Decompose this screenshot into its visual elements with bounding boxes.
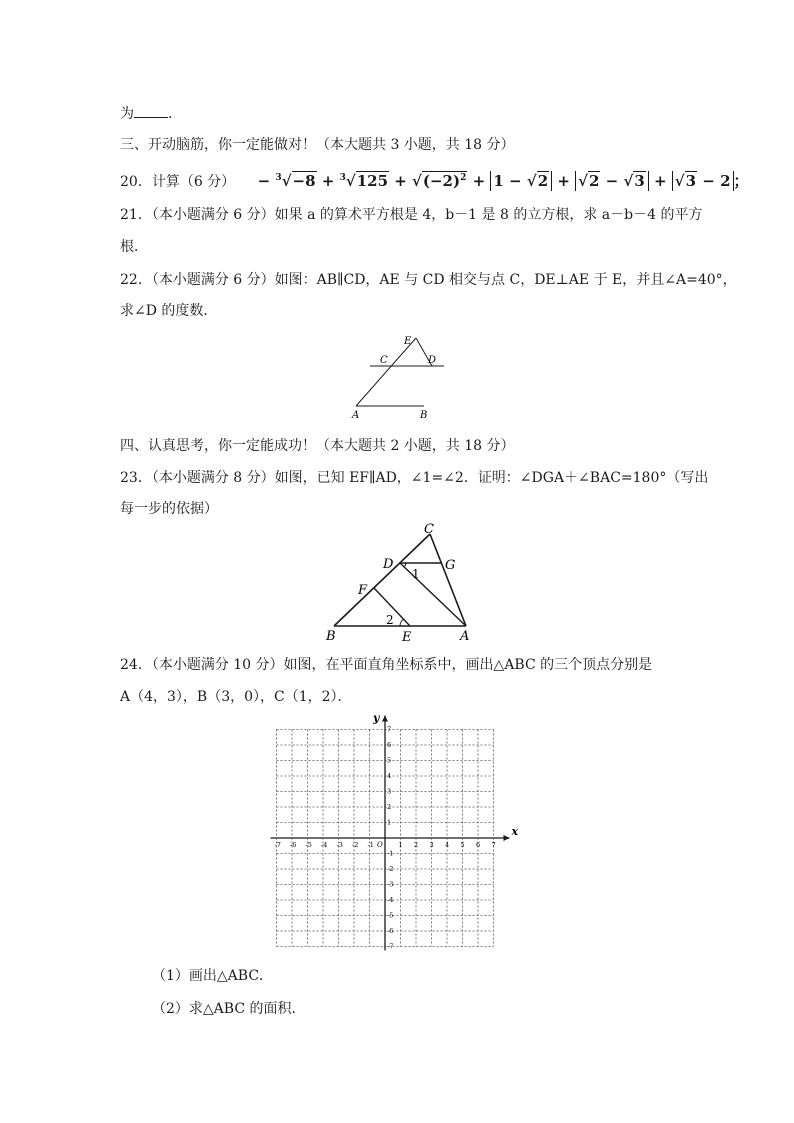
y-tick-label: -3 xyxy=(387,880,394,889)
x-tick-label: -2 xyxy=(352,841,359,849)
coordinate-grid xyxy=(270,705,520,955)
x-tick-label: 1 xyxy=(398,841,403,849)
y-tick-label: -6 xyxy=(387,927,394,935)
section-3-title: 三、开动脑筋，你一定能做对！（本大题共 3 小题，共 18 分） xyxy=(120,137,515,153)
question-23-line-1: 23．（本小题满分 8 分）如图，已知 EF∥AD，∠1=∠2．证明：∠DGA＋∠BAC=180°（写出 xyxy=(120,470,709,486)
question-22-line-2: 求∠D 的度数． xyxy=(120,303,218,319)
y-tick-label: 6 xyxy=(387,741,392,749)
label-e: E xyxy=(402,630,412,645)
label-d: D xyxy=(383,557,394,572)
question-24-sub-1: （1）画出△ABC． xyxy=(152,968,274,984)
origin-label: O xyxy=(377,841,383,849)
question-20 xyxy=(120,168,749,192)
y-tick-label: -5 xyxy=(387,911,394,920)
previous-tail-end: . xyxy=(168,106,173,122)
y-tick-label: 7 xyxy=(387,725,392,734)
x-tick-label: -7 xyxy=(274,841,281,849)
question-21-line-2: 根． xyxy=(120,239,148,255)
label-d: D xyxy=(428,355,437,366)
x-tick-label: -1 xyxy=(367,841,374,849)
question-24-sub-2: （2）求△ABC 的面积． xyxy=(152,1001,306,1017)
x-tick-label: -6 xyxy=(290,841,297,849)
q20-formula: − $^3√-8 + ^3√125 + √(-2)^2 + 1 - √2 + √2 - √3 + √3 - 2$ ； xyxy=(257,172,749,190)
previous-question-tail xyxy=(120,104,172,124)
angle-2-label: 2 xyxy=(386,613,394,627)
y-tick-label: -7 xyxy=(387,942,394,951)
y-axis-arrow xyxy=(382,716,388,722)
question-23-line-2: 每一步的依据） xyxy=(120,501,218,517)
label-g: G xyxy=(445,558,456,573)
question-24-line-1: 24．（本小题满分 10 分）如图，在平面直角坐标系中，画出△ABC 的三个顶点分别是 xyxy=(120,657,653,673)
x-tick-label: 4 xyxy=(445,841,450,849)
segment-da xyxy=(400,563,466,626)
answer-blank xyxy=(134,104,168,118)
label-b: B xyxy=(420,410,428,421)
label-c: C xyxy=(424,522,434,537)
y-tick-label: 1 xyxy=(387,818,392,827)
question-21-line-1: 21．（本小题满分 6 分）如果 a 的算术平方根是 4，b－1 是 8 的立方根，求 a－b－4 的平方 xyxy=(120,207,703,223)
x-tick-label: -5 xyxy=(305,841,312,849)
label-b: B xyxy=(326,629,336,644)
x-tick-label: -4 xyxy=(321,841,328,849)
x-tick-label: 6 xyxy=(476,841,481,849)
label-f: F xyxy=(358,583,368,598)
label-a: A xyxy=(460,629,470,644)
question-24-line-2: A（4，3），B（3，0），C（1，2）． xyxy=(120,689,352,705)
y-tick-label: 2 xyxy=(387,803,392,811)
y-tick-label: -2 xyxy=(387,865,394,873)
x-axis-label: x xyxy=(511,825,519,838)
label-e: E xyxy=(404,336,412,347)
y-tick-label: 3 xyxy=(387,787,392,796)
x-tick-label: 7 xyxy=(491,841,496,849)
q23-figure xyxy=(320,520,480,650)
x-tick-label: 2 xyxy=(414,841,419,849)
label-a: A xyxy=(352,410,360,421)
x-axis-arrow xyxy=(504,835,510,841)
x-tick-label: 3 xyxy=(429,841,434,849)
line-ae xyxy=(356,338,416,406)
section-4-title: 四、认真思考，你一定能成功！（本大题共 2 小题，共 18 分） xyxy=(120,438,515,454)
label-c: C xyxy=(380,355,388,366)
x-tick-label: -3 xyxy=(336,841,343,849)
previous-tail-text: 为 xyxy=(120,106,134,122)
angle-1-label: 1 xyxy=(412,567,420,581)
q20-prefix: 20．计算（6 分） xyxy=(120,174,236,190)
segment-ca xyxy=(430,534,466,626)
y-tick-label: -1 xyxy=(387,849,394,858)
y-tick-label: -4 xyxy=(387,896,394,904)
y-tick-label: 5 xyxy=(387,756,392,765)
x-tick-label: 5 xyxy=(460,841,465,849)
question-22-line-1: 22．（本小题满分 6 分）如图：AB∥CD，AE 与 CD 相交与点 C，DE⊥AE 于 E，并且∠A=40°， xyxy=(120,272,737,288)
q22-figure xyxy=(340,330,460,420)
y-axis-label: y xyxy=(373,711,380,725)
y-tick-label: 4 xyxy=(387,772,392,780)
